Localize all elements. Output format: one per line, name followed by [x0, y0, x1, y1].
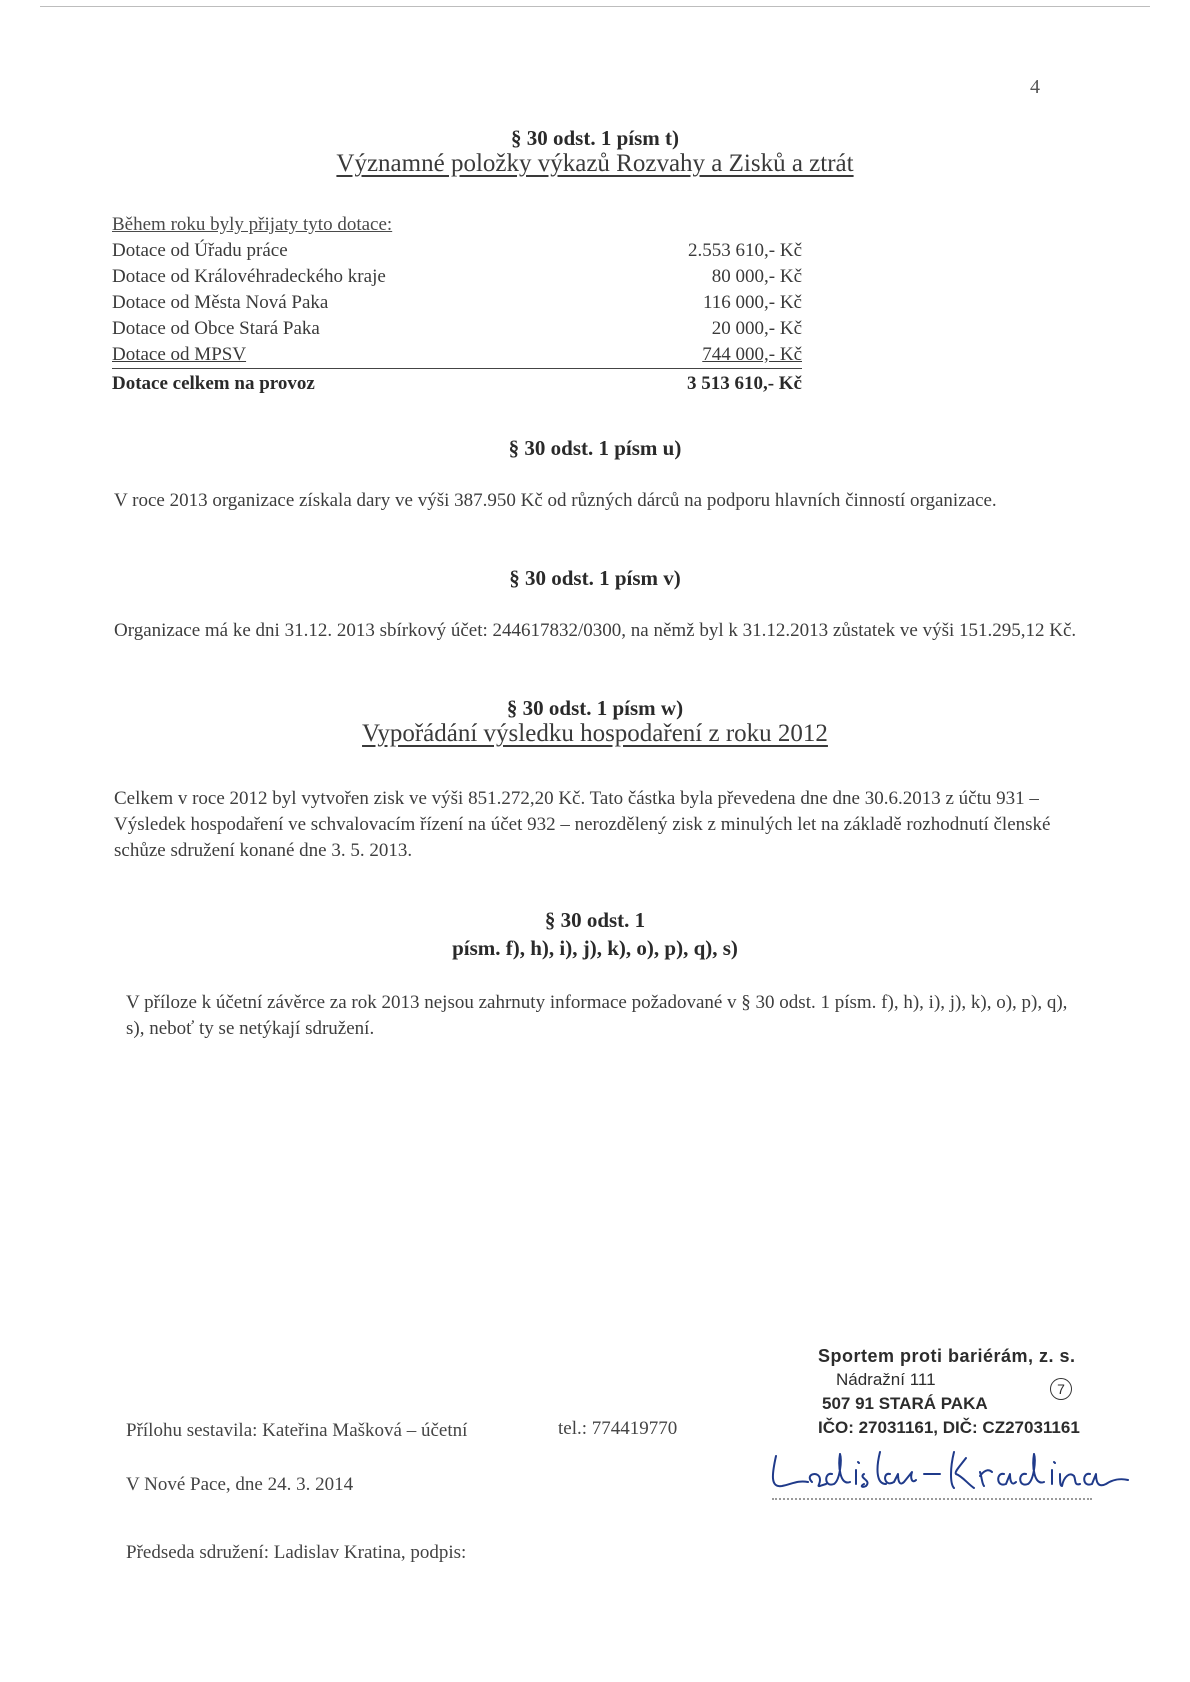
- section-v-text: Organizace má ke dni 31.12. 2013 sbírkový účet: 244617832/0300, na němž byl k 31.12.2013 zůstatek ve výši 151.295,12 Kč.: [114, 620, 1077, 641]
- stamp-city: 507 91 STARÁ PAKA: [822, 1394, 988, 1413]
- stamp-number-circle: 7: [1050, 1378, 1072, 1400]
- section-w-heading: § 30 odst. 1 písm w): [506, 696, 684, 720]
- subsidies-table: [112, 214, 802, 397]
- section-other-heading-1: § 30 odst. 1: [544, 908, 646, 932]
- subsidy-row: [112, 238, 802, 264]
- section-w-title: Vypořádání výsledku hospodaření z roku 2012: [362, 720, 828, 747]
- phone: tel.: 774419770: [558, 1418, 678, 1439]
- section-other-heading-2: písm. f), h), i), j), k), o), p), q), s): [452, 936, 738, 960]
- stamp-ids: IČO: 27031161, DIČ: CZ27031161: [818, 1418, 1080, 1437]
- stamp-org-name: Sportem proti bariérám, z. s.: [818, 1346, 1076, 1366]
- organization-stamp: [818, 1344, 1088, 1440]
- section-u-heading: § 30 odst. 1 písm u): [508, 436, 682, 460]
- signature-dotted-line: [772, 1498, 1092, 1500]
- section-other-text: V příloze k účetní závěrce za rok 2013 nejsou zahrnuty informace požadované v § 30 odst. 1 písm. f), h), i), j), k), o), p), q), s), neboť ty se netýkají sdružení.: [126, 992, 1068, 1039]
- place-date: V Nové Pace, dne 24. 3. 2014: [126, 1474, 354, 1495]
- prepared-by: Přílohu sestavila: Kateřina Mašková – účetní: [126, 1420, 468, 1441]
- section-t-heading: § 30 odst. 1 písm t): [510, 126, 679, 150]
- chairman-signature-line: Předseda sdružení: Ladislav Kratina, podpis:: [126, 1542, 467, 1563]
- page-number: 4: [1030, 76, 1040, 98]
- section-u-text: V roce 2013 organizace získala dary ve výši 387.950 Kč od různých dárců na podporu hlavních činností organizace.: [114, 490, 997, 511]
- subsidy-row: [112, 264, 802, 290]
- subsidy-row: [112, 342, 802, 369]
- subsidy-label: Dotace od MPSV: [112, 344, 247, 365]
- section-w-text: Celkem v roce 2012 byl vytvořen zisk ve výši 851.272,20 Kč. Tato částka byla převedena dne dne 30.6.2013 z účtu 931 – Výsledek hospodaření ve schvalovacím řízení na účet 932 – nerozdělený zisk z minulých let na základě rozhodnutí členské schůze sdružení konané dne 3. 5. 2013.: [114, 788, 1051, 861]
- stamp-street: Nádražní 111: [836, 1370, 936, 1389]
- subsidy-row: [112, 290, 802, 316]
- section-t-title: Významné položky výkazů Rozvahy a Zisků a ztrát: [336, 150, 854, 177]
- subsidy-label: Dotace od Města Nová Paka: [112, 292, 329, 313]
- subsidy-label: Dotace od Úřadu práce: [112, 240, 288, 261]
- subsidy-amount: 80 000,- Kč: [711, 266, 802, 287]
- subsidy-amount: 744 000,- Kč: [702, 344, 802, 365]
- subsidy-amount: 20 000,- Kč: [711, 318, 802, 339]
- subsidies-intro: Během roku byly přijaty tyto dotace:: [112, 214, 393, 235]
- subsidy-total-row: [112, 371, 802, 397]
- subsidy-row: [112, 316, 802, 342]
- scan-edge-line: [40, 6, 1150, 7]
- subsidy-total-amount: 3 513 610,- Kč: [686, 373, 802, 394]
- subsidy-label: Dotace od Královéhradeckého kraje: [112, 266, 386, 287]
- subsidy-total-label: Dotace celkem na provoz: [112, 373, 315, 394]
- subsidy-amount: 2.553 610,- Kč: [688, 240, 802, 261]
- subsidy-label: Dotace od Obce Stará Paka: [112, 318, 320, 339]
- subsidy-amount: 116 000,- Kč: [702, 292, 802, 313]
- section-v-heading: § 30 odst. 1 písm v): [509, 566, 681, 590]
